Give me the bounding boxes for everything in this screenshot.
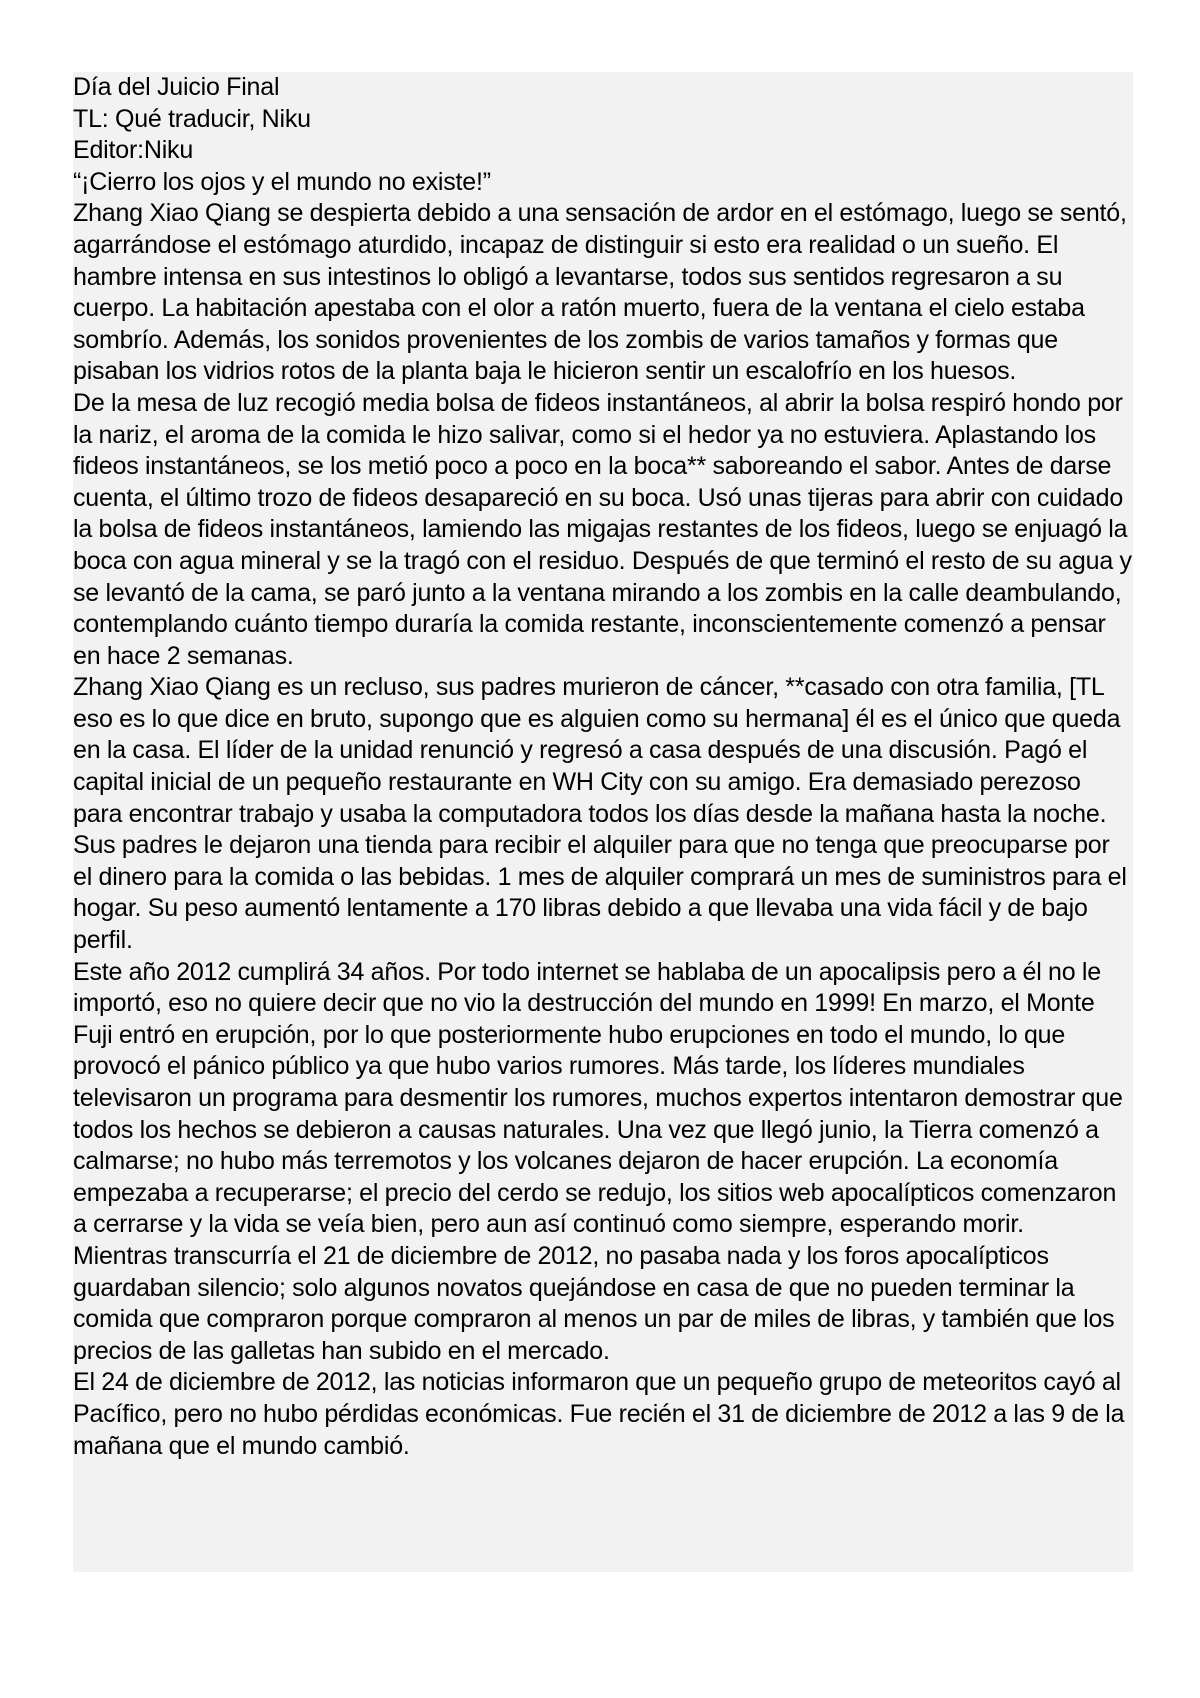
document-text-block [73, 72, 1133, 1572]
paragraph: Zhang Xiao Qiang es un recluso, sus padres murieron de cáncer, **casado con otra familia, [TL eso es lo que dice en bruto, supongo que es alguien como su hermana] él es el único que queda en la casa. El líder de la unidad renunció y regresó a casa después de una discusión. Pagó el capital inicial de un pequeño restaurante en WH City con su amigo. Era demasiado perezoso para encontrar trabajo y usaba la computadora todos los días desde la mañana hasta la noche. Sus padres le dejaron una tienda para recibir el alquiler para que no tenga que preocuparse por el dinero para la comida o las bebidas. 1 mes de alquiler comprará un mes de suministros para el hogar. Su peso aumentó lentamente a 170 libras debido a que llevaba una vida fácil y de bajo perfil. [73, 673, 1127, 955]
paragraph: De la mesa de luz recogió media bolsa de fideos instantáneos, al abrir la bolsa respiró hondo por la nariz, el aroma de la comida le hizo salivar, como si el hedor ya no estuviera. Aplastando los fideos instantáneos, se los metió poco a poco en la boca** saboreando el sabor. Antes de darse cuenta, el último trozo de fideos desapareció en su boca. Usó unas tijeras para abrir con cuidado la bolsa de fideos instantáneos, lamiendo las migajas restantes de los fideos, luego se enjuagó la boca con agua mineral y se la tragó con el residuo. Después de que terminó el resto de su agua y se levantó de la cama, se paró junto a la ventana mirando a los zombis en la calle deambulando, contemplando cuánto tiempo duraría la comida restante, inconscientemente comenzó a pensar en hace 2 semanas. [73, 388, 1132, 670]
paragraph: Zhang Xiao Qiang se despierta debido a una sensación de ardor en el estómago, luego se sentó, agarrándose el estómago aturdido, incapaz de distinguir si esto era realidad o un sueño. El hambre intensa en sus intestinos lo obligó a levantarse, todos sus sentidos regresaron a su cuerpo. La habitación apestaba con el olor a ratón muerto, fuera de la ventana el cielo estaba sombrío. Además, los sonidos provenientes de los zombis de varios tamaños y formas que pisaban los vidrios rotos de la planta baja le hicieron sentir un escalofrío en los huesos. [73, 199, 1127, 386]
paragraph: Este año 2012 cumplirá 34 años. Por todo internet se hablaba de un apocalipsis pero a él no le importó, eso no quiere decir que no vio la destrucción del mundo en 1999! En marzo, el Monte Fuji entró en erupción, por lo que posteriormente hubo erupciones en todo el mundo, lo que provocó el pánico público ya que hubo varios rumores. Más tarde, los líderes mundiales televisaron un programa para desmentir los rumores, muchos expertos intentaron demostrar que todos los hechos se debieron a causas naturales. Una vez que llegó junio, la Tierra comenzó a calmarse; no hubo más terremotos y los volcanes dejaron de hacer erupción. La economía empezaba a recuperarse; el precio del cerdo se redujo, los sitios web apocalípticos comenzaron a cerrarse y la vida se veía bien, pero aun así continuó como siempre, esperando morir. [73, 957, 1123, 1239]
editor-credit: Editor:Niku [73, 136, 194, 165]
paragraph: El 24 de diciembre de 2012, las noticias informaron que un pequeño grupo de meteoritos cayó al Pacífico, pero no hubo pérdidas económicas. Fue recién el 31 de diciembre de 2012 a las 9 de la mañana que el mundo cambió. [73, 1368, 1125, 1460]
document-title: Día del Juicio Final [73, 73, 280, 101]
paragraph: Mientras transcurría el 21 de diciembre de 2012, no pasaba nada y los foros apocalípticos guardaban silencio; solo algunos novatos quejándose en casa de que no pueden terminar la comida que compraron porque compraron al menos un par de miles de libras, y también que los precios de las galletas han subido en el mercado. [73, 1241, 1115, 1365]
paragraph-quote: “¡Cierro los ojos y el mundo no existe!” [73, 167, 491, 196]
translator-credit: TL: Qué traducir, Niku [73, 104, 311, 133]
